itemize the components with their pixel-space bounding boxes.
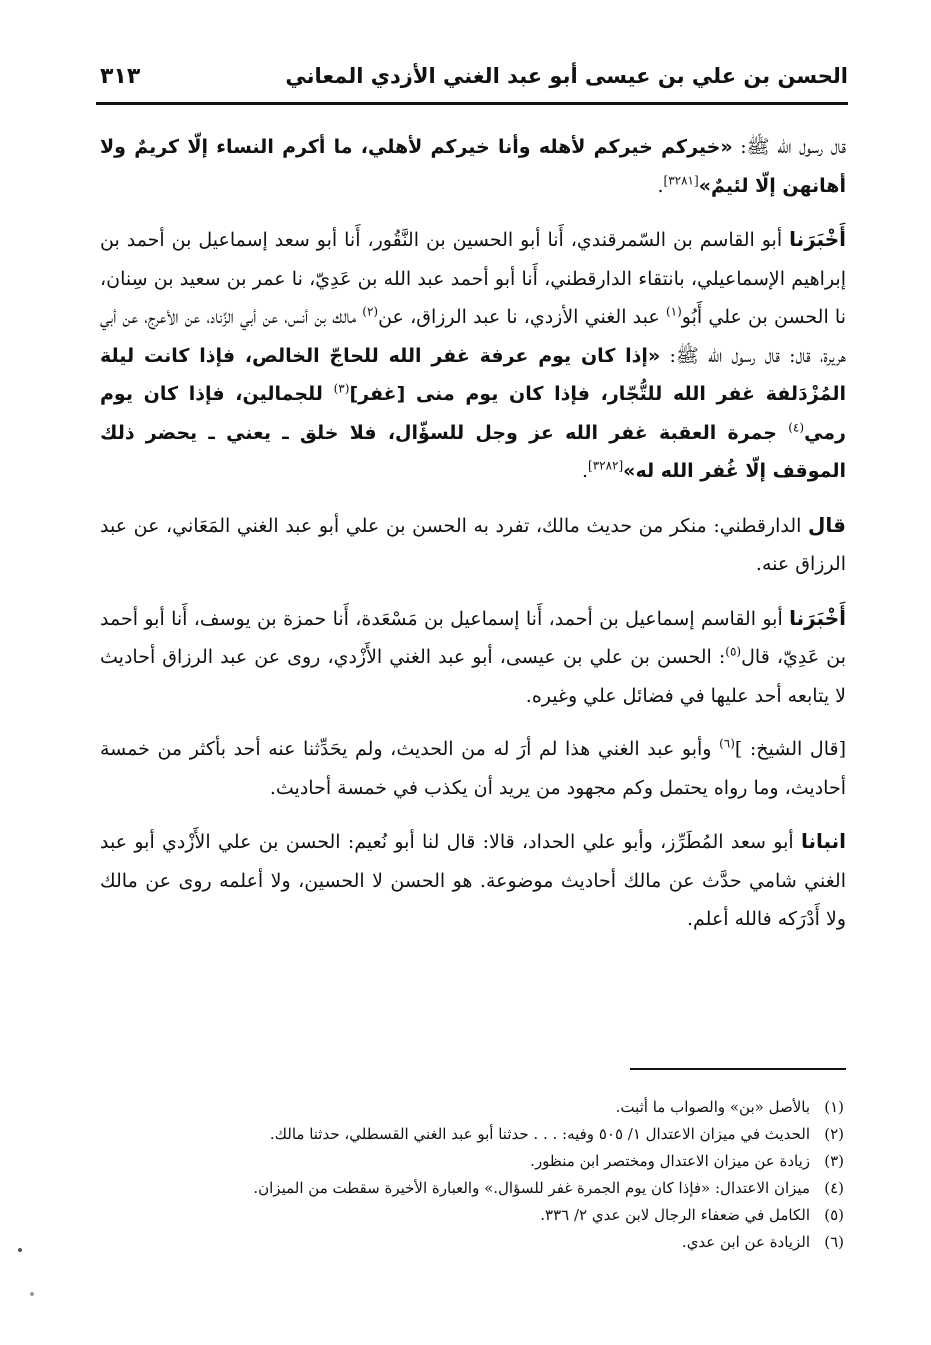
paragraph-text: أبو القاسم إسماعيل بن أحمد، أَنا إسماعيل بن مَسْعَدة، أَنا حمزة بن يوسف، أَنا أبو أحمد بن عَدِيّ، قال (100, 607, 846, 668)
footnote-text: ميزان الاعتدال: «فإذا كان يوم الجمرة غفر للسؤال.» والعبارة الأخيرة سقطت من الميزان. (253, 1179, 810, 1197)
paragraph-text: قال رسول الله ﷺ: (732, 136, 846, 158)
footnote-ref[interactable]: (١) (665, 304, 682, 319)
footnote-number: (٥) (824, 1206, 844, 1224)
footnote-divider (630, 1068, 846, 1070)
paragraph-lead: انبانا (800, 829, 846, 853)
footnote-ref[interactable]: (٥) (725, 644, 742, 659)
hadith-text: «إذا كان يوم عرفة غفر الله للحاجّ الخالص، فإذا كانت ليلة المُزْدَلفة غفر الله للتُّجّار، فإذا كان يوم منى [غفر] (100, 344, 846, 405)
paragraph-2 (100, 220, 846, 491)
paragraph-text: [قال الشيخ: ] (734, 738, 846, 760)
paragraph-text: الدارقطني: منكر من حديث مالك، تفرد به الحسن بن علي أبو عبد الغني المَعَاني، عن عبد الرزاق عنه. (100, 514, 846, 575)
running-title: الحسن بن علي بن عيسى أبو عبد الغني الأزدي المعاني (285, 64, 848, 88)
paragraph-1 (100, 128, 846, 205)
footnote-ref[interactable]: (٢) (362, 304, 379, 319)
footnote-text: الزيادة عن ابن عدي. (681, 1233, 810, 1251)
footnote-item (100, 1121, 844, 1148)
paragraph-text: أبو سعد المُطَرِّز، وأبو علي الحداد، قالا: قال لنا أبو نُعيم: الحسن بن علي الأَزْدي أبو عبد الغني شامي حدَّث عن مالك أحاديث موضوعة. هو الحسن لا الحسين، ولا أعلمه روى عن مالك ولا أَدْرَكه فالله أعلم. (100, 831, 846, 930)
hadith-number: [٣٢٨٢] (588, 458, 624, 473)
paragraph-end: . (657, 174, 664, 197)
footnote-ref[interactable]: (٤) (788, 420, 805, 435)
footnote-number: (٣) (824, 1152, 844, 1170)
paragraph-5 (100, 730, 846, 807)
paragraph-4 (100, 599, 846, 716)
footnote-text: زيادة عن ميزان الاعتدال ومختصر ابن منظور. (530, 1152, 810, 1170)
footnote-number: (٢) (824, 1125, 844, 1143)
paragraph-text: وأبو عبد الغني هذا لم أرَ له من الحديث، ولم يحَدِّثنا عنه أحد بأكثر من خمسة أحاديث، وما رواه يحتمل وكم مجهود من يريد أن يكذب في خمسة أحاديث. (100, 738, 846, 799)
paragraph-lead: أَخْبَرَنا (789, 227, 846, 251)
footnote-item (100, 1229, 844, 1256)
paragraph-text: مالك بن أنس، عن أبي الزِّناد، عن الأعرج، عن أبي هريرة، قال: قال رسول الله ﷺ: (100, 306, 847, 367)
hadith-number: [٣٢٨١] (663, 173, 699, 188)
hadith-text: «خيركم خيركم لأهله وأنا خيركم لأهلي، ما أكرم النساء إلّا كريمٌ ولا أهانهن إلّا لئيمٌ» (100, 136, 846, 197)
paragraph-3 (100, 506, 846, 584)
paragraph-end: . (581, 460, 589, 482)
footnote-text: الكامل في ضعفاء الرجال لابن عدي ٢/ ٣٣٦. (540, 1206, 810, 1224)
hadith-text: للجمالين، فإذا كان يوم رمي (100, 383, 846, 444)
paragraph-text: : الحسن بن علي بن عيسى، أبو عبد الغني الأَزْدي، روى عن عبد الرزاق أحاديث لا يتابعه أحد عليها في فضائل علي وغيره. (100, 646, 846, 707)
paragraph-lead: قال (808, 512, 846, 537)
scan-speck (30, 1292, 34, 1296)
footnote-number: (٦) (824, 1233, 844, 1251)
page-number: ٣١٣ (100, 64, 141, 89)
main-text (100, 128, 846, 954)
footnote-ref[interactable]: (٦) (719, 736, 735, 751)
footnote-text: الحديث في ميزان الاعتدال ١/ ٥٠٥ وفيه: . . . حدثنا أبو عبد الغني القسطلي، حدثنا مالك. (269, 1125, 810, 1143)
footnote-item (100, 1202, 844, 1229)
footnote-text: بالأصل «بن» والصواب ما أثبت. (615, 1098, 810, 1116)
scan-speck (18, 1248, 22, 1252)
footnote-number: (١) (824, 1098, 844, 1116)
hadith-text: جمرة العقبة غفر الله عز وجل للسؤّال، فلا خلق ـ يعني ـ يحضر ذلك الموقف إلّا غُفر الله له» (100, 421, 846, 482)
footnote-item (100, 1148, 844, 1175)
footnote-ref[interactable]: (٣) (333, 381, 350, 396)
footnote-item (100, 1094, 844, 1121)
running-header (96, 62, 848, 105)
paragraph-text: عبد الغني الأزدي، نا عبد الرزاق، عن (378, 306, 666, 328)
paragraph-6 (100, 822, 846, 939)
footnote-number: (٤) (824, 1179, 844, 1197)
footnote-item (100, 1175, 844, 1202)
paragraph-lead: أَخْبَرَنا (789, 605, 846, 630)
footnotes (100, 1094, 844, 1256)
paragraph-text: أبو القاسم بن السّمرقندي، أَنا أبو الحسين بن النَّقُور، أَنا أبو سعد إسماعيل بن أحمد بن إبراهيم الإسماعيلي، بانتقاء الدارقطني، أَنا أبو أحمد عبد الله بن عَدِيّ، نا عمر بن سعيد بن سِنان، نا الحسن بن علي أَبُو (100, 229, 847, 328)
